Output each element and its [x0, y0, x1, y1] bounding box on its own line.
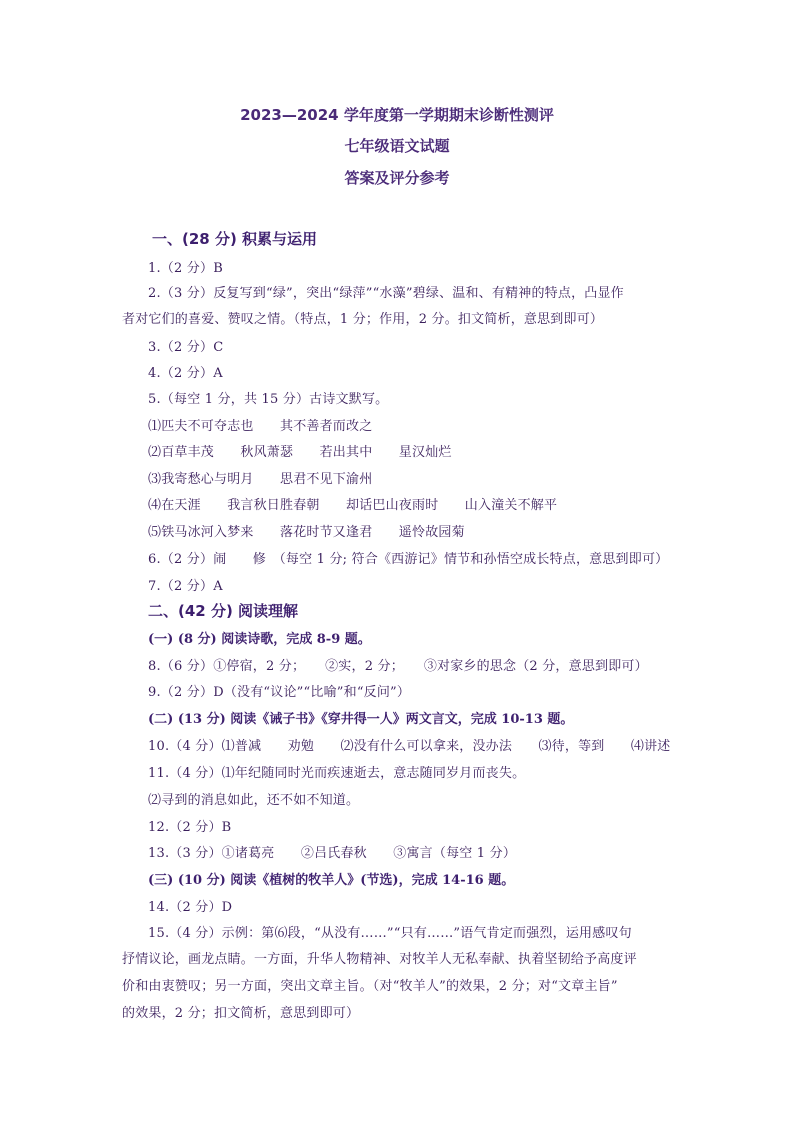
answer-q14: 14.（2 分）D: [148, 900, 233, 915]
section-heading-2: 二、(42 分) 阅读理解: [148, 602, 299, 620]
answer-q2-line2: 者对它们的喜爱、赞叹之情。（特点，1 分；作用，2 分。扣文简析，意思到即可）: [122, 312, 604, 327]
answer-q15-line3: 价和由衷赞叹；另一方面，突出文章主旨。（对“牧羊人”的效果，2 分；对“文章主旨”: [122, 979, 618, 994]
answer-q12: 12.（2 分）B: [148, 820, 232, 835]
answer-q5-item1: ⑴匹夫不可夺志也 其不善者而改之: [148, 419, 373, 434]
answer-q8: 8.（6 分）①停宿，2 分； ②实，2 分； ③对家乡的思念（2 分，意思到即可）: [148, 659, 648, 674]
answer-q4: 4.（2 分）A: [148, 366, 223, 381]
answer-q5-item3: ⑶我寄愁心与明月 思君不见下渝州: [148, 472, 373, 487]
answer-q5-item4: ⑷在天涯 我言秋日胜春朝 却话巴山夜雨时 山入潼关不解平: [148, 498, 558, 513]
answer-q9: 9.（2 分）D（没有“议论”“比喻”和“反问”）: [148, 685, 411, 700]
answer-q5: 5.（每空 1 分，共 15 分）古诗文默写。: [148, 392, 389, 407]
answer-q10: 10.（4 分）⑴普减 劝勉 ⑵没有什么可以拿来，没办法 ⑶待，等到 ⑷讲述: [148, 739, 671, 754]
subsection-heading-1: (一) (8 分) 阅读诗歌，完成 8-9 题。: [148, 632, 371, 647]
document-subtitle: 七年级语文试题: [344, 137, 450, 155]
document-subtitle-answers: 答案及评分参考: [344, 169, 450, 187]
subsection-heading-2: (二) (13 分) 阅读《诫子书》《穿井得一人》两文言文，完成 10-13 题。: [148, 712, 574, 727]
answer-q5-item2: ⑵百草丰茂 秋风萧瑟 若出其中 星汉灿烂: [148, 445, 452, 460]
answer-q15-line4: 的效果，2 分；扣文简析，意思到即可）: [122, 1006, 360, 1021]
answer-q15-line2: 抒情议论，画龙点睛。一方面，升华人物精神、对牧羊人无私奉献、执着坚韧给予高度评: [122, 952, 637, 967]
subsection-heading-3: (三) (10 分) 阅读《植树的牧羊人》(节选)，完成 14-16 题。: [148, 873, 515, 888]
answer-q3: 3.（2 分）C: [148, 340, 224, 355]
answer-q5-item5: ⑸铁马冰河入梦来 落花时节又逢君 遥怜故园菊: [148, 525, 465, 540]
document-title: 2023—2024 学年度第一学期期末诊断性测评: [240, 106, 554, 124]
answer-q1: 1.（2 分）B: [148, 261, 223, 276]
answer-q2-line1: 2.（3 分）反复写到“绿”，突出“绿萍”“水藻”碧绿、温和、有精神的特点，凸显作: [148, 286, 624, 301]
answer-q15-line1: 15.（4 分）示例：第⑹段，“从没有……”“只有……”语气肯定而强烈，运用感叹句: [148, 926, 632, 941]
answer-q6: 6.（2 分）闹 修 （每空 1 分; 符合《西游记》情节和孙悟空成长特点，意思到即可）: [148, 552, 669, 567]
answer-q13: 13.（3 分）①诸葛亮 ②吕氏春秋 ③寓言（每空 1 分）: [148, 846, 517, 861]
answer-q7: 7.（2 分）A: [148, 579, 223, 594]
answer-q11-line1: 11.（4 分）⑴年纪随同时光而疾速逝去，意志随同岁月而丧失。: [148, 766, 526, 781]
answer-q11-line2: ⑵寻到的消息如此，还不如不知道。: [148, 793, 360, 808]
section-heading-1: 一、(28 分) 积累与运用: [152, 230, 318, 248]
